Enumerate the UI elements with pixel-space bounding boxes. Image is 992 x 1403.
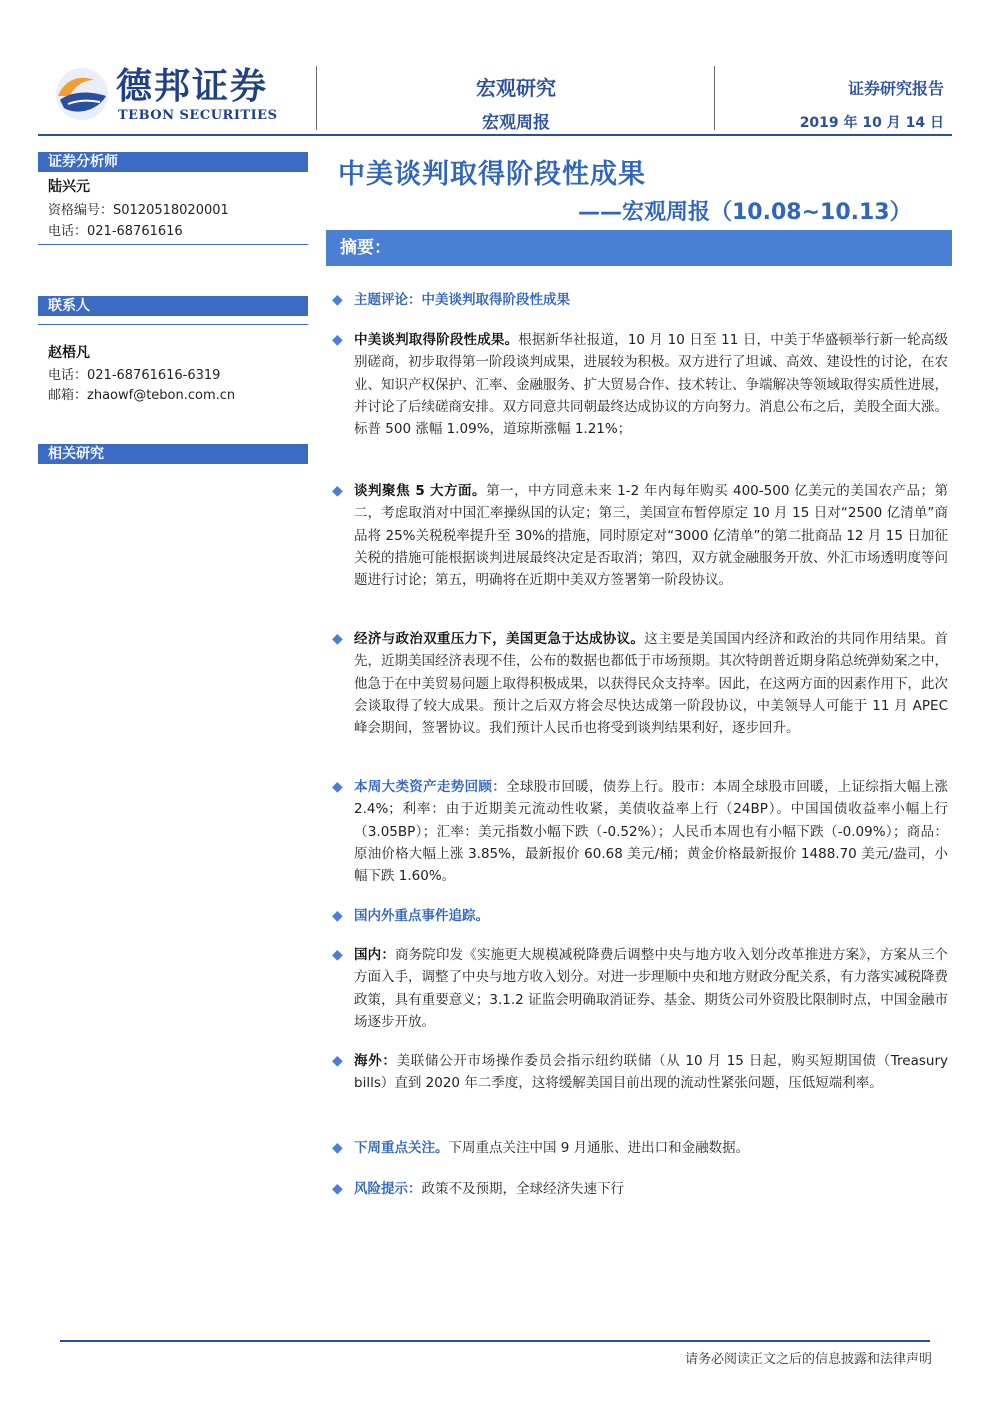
- section-label: 宏观研究: [476, 76, 556, 100]
- bullet-events: [330, 905, 948, 927]
- bullet-icon: ◆: [332, 1181, 343, 1197]
- bullet-lead: 国内外重点事件追踪。: [354, 908, 489, 924]
- bullet-text: 政策不及预期，全球经济失速下行: [421, 1181, 624, 1197]
- bullet-negotiation: [330, 329, 948, 440]
- sidebar-divider: [38, 244, 308, 245]
- contact-heading: 联系人: [38, 296, 308, 316]
- sidebar-divider: [38, 324, 308, 325]
- bullet-icon: ◆: [332, 1140, 343, 1156]
- bullet-lead: 风险提示：: [354, 1181, 422, 1197]
- bullet-text: 全球股市回暖，债券上行。股市：本周全球股市回暖，上证综指大幅上涨 2.4%；利率：由于近期美元流动性收紧，美债收益率上行（24BP）。中国国债收益率小幅上行（3.05BP）；汇率：美元指数小幅下跌（-0.52%）；人民币本周也有小幅下跌（-0.09%）；商品：原油价格大幅上涨 3.85%，最新报价 60.68 美元/桶；黄金价格最新报价 1488.70 美元/盎司，小幅下跌 1.60%。: [354, 779, 949, 885]
- bullet-text: 根据新华社报道，10 月 10 日至 11 日，中美于华盛顿举行新一轮高级别磋商，初步取得第一阶段谈判成果，进展较为积极。双方进行了坦诚、高效、建设性的讨论，在农业、知识产权保护、汇率、金融服务、扩大贸易合作、技术转让、争端解决等领域取得实质性进展，并讨论了后续磋商安排。双方同意共同朝最终达成协议的方向努力。消息公布之后，美股全面大涨。标普 500 涨幅 1.09%，道琼斯涨幅 1.21%；: [354, 332, 949, 438]
- subsection-label: 宏观周报: [482, 113, 550, 133]
- footer-rule: [60, 1340, 930, 1342]
- bullet-overseas: [330, 1050, 948, 1095]
- analyst-name: 陆兴元: [48, 179, 90, 195]
- bullet-lead: 谈判聚焦 5 大方面。: [354, 483, 487, 499]
- contact-phone: 电话：021-68761616-6319: [48, 368, 221, 383]
- header-divider: [316, 66, 317, 130]
- bullet-text: 商务院印发《实施更大规模减税降费后调整中央与地方收入划分改革推进方案》，方案从三个方面入手，调整了中央与地方收入划分。对进一步理顺中央和地方财政分配关系，有力落实减税降费政策，具有重要意义；3.1.2 证监会明确取消证券、基金、期货公司外资股比限制时点，中国金融市场逐步开放。: [354, 947, 949, 1030]
- analyst-phone: 电话：021-68761616: [48, 224, 183, 239]
- summary-heading: 摘要：: [326, 230, 952, 266]
- bullet-assets: [330, 776, 948, 887]
- logo: [54, 62, 314, 132]
- logo-chinese-name: 德邦证券: [116, 65, 269, 107]
- footer-disclaimer: 请务必阅读正文之后的信息披露和法律声明: [684, 1352, 932, 1367]
- bullet-lead: 下周重点关注。: [354, 1140, 449, 1156]
- bullet-icon: ◆: [332, 1053, 343, 1069]
- bullet-icon: ◆: [332, 779, 343, 795]
- bullet-icon: ◆: [332, 332, 343, 348]
- bullet-icon: ◆: [332, 947, 343, 963]
- bullet-pressure: [330, 628, 948, 739]
- bullet-domestic: [330, 944, 948, 1033]
- bullet-text: 下周重点关注中国 9 月通胀、进出口和金融数据。: [448, 1140, 750, 1156]
- header-divider: [714, 66, 715, 130]
- report-subtitle: ——宏观周报（10.08~10.13）: [578, 200, 912, 225]
- bullet-lead: 本周大类资产走势回顾：: [354, 779, 507, 795]
- bullet-lead: 经济与政治双重压力下，美国更急于达成协议。: [354, 631, 645, 647]
- bullet-icon: ◆: [332, 483, 343, 499]
- bullet-lead: 国内：: [354, 947, 395, 963]
- tebon-logo-icon: [54, 66, 110, 122]
- report-date: 2019 年 10 月 14 日: [799, 115, 944, 131]
- bullet-icon: ◆: [332, 292, 343, 308]
- logo-english-name: TEBON SECURITIES: [118, 108, 278, 123]
- analyst-cert: 资格编号：S0120518020001: [48, 203, 229, 218]
- bullet-theme: [330, 289, 948, 311]
- bullet-text: 第一，中方同意未来 1-2 年内每年购买 400-500 亿美元的美国农产品；第二，考虑取消对中国汇率操纵国的认定；第三，美国宣布暂停原定 10 月 15 日对“2500 亿清单”商品将 25%关税税率提升至 30%的措施，同时原定对“3000 亿清单”的第二批商品 12 月 15 日加征关税的措施可能根据谈判进展最终决定是否取消；第四，双方就金融服务开放、外汇市场透明度等问题进行讨论；第五，明确将在近期中美双方签署第一阶段协议。: [354, 483, 948, 589]
- bullet-next-week: [330, 1137, 948, 1159]
- contact-email[interactable]: 邮箱：zhaowf@tebon.com.cn: [48, 388, 236, 403]
- bullet-risk: [330, 1178, 948, 1200]
- bullet-text: 美联储公开市场操作委员会指示纽约联储（从 10 月 15 日起，购买短期国债（Treasury bills）直到 2020 年二季度，这将缓解美国目前出现的流动性紧张问题，压低短端利率。: [354, 1053, 948, 1092]
- analyst-heading: 证券分析师: [38, 152, 308, 172]
- report-title: 中美谈判取得阶段性成果: [338, 159, 646, 190]
- header-rule: [38, 134, 952, 136]
- bullet-lead: 中美谈判取得阶段性成果。: [354, 332, 519, 348]
- bullet-icon: ◆: [332, 631, 343, 647]
- bullet-text: 这主要是美国国内经济和政治的共同作用结果。首先，近期美国经济表现不佳，公布的数据也都低于市场预期。其次特朗普近期身陷总统弹劾案之中，他急于在中美贸易问题上取得积极成果，以获得民众支持率。因此，在这两方面的因素作用下，此次会谈取得了较大成果。预计之后双方将会尽快达成第一阶段协议，中美领导人可能于 11 月 APEC 峰会期间，签署协议。我们预计人民币也将受到谈判结果利好，逐步回升。: [354, 631, 948, 737]
- bullet-icon: ◆: [332, 908, 343, 924]
- report-type: 证券研究报告: [847, 79, 944, 98]
- bullet-five-aspects: [330, 480, 948, 591]
- bullet-lead: 主题评论：中美谈判取得阶段性成果: [354, 292, 570, 308]
- bullet-lead: 海外：: [354, 1053, 397, 1069]
- related-heading: 相关研究: [38, 444, 308, 464]
- contact-name: 赵梧凡: [48, 345, 90, 361]
